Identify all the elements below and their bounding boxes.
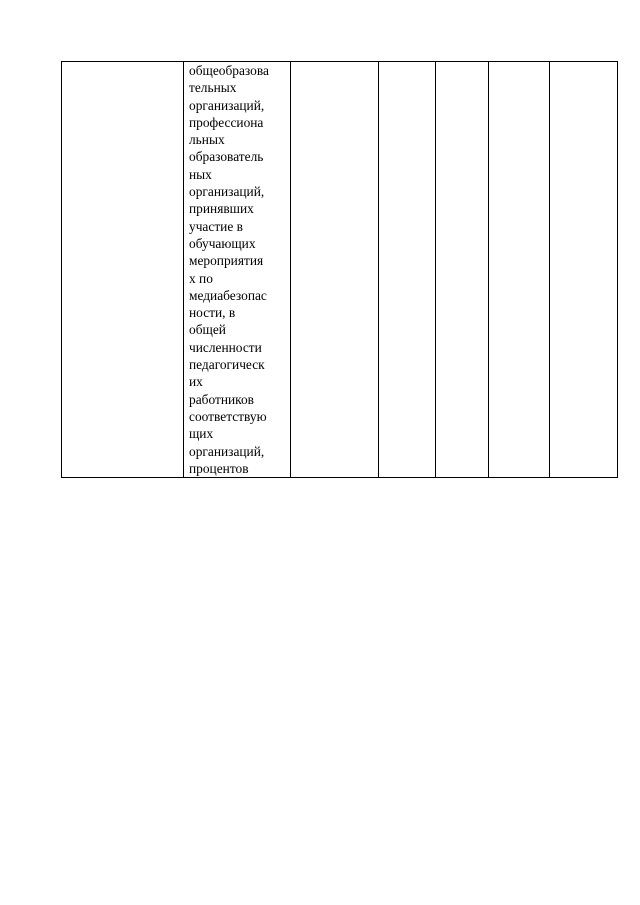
table-cell-5 (436, 62, 489, 478)
table-cell-6 (489, 62, 550, 478)
table-cell-1 (62, 62, 184, 478)
table-body (62, 62, 618, 478)
table-cell-4 (379, 62, 436, 478)
table-row (62, 62, 618, 478)
table-cell-7 (550, 62, 618, 478)
table-cell-indicator-name (184, 62, 291, 478)
indicator-name-text: общеобразова тельных организаций, профессиона льных образователь ных организаций, принявших участие в обучающих мероприятия х по медиабезопас ности, в общей численности педагогическ их работников соответствую щих организаций, процентов (189, 63, 269, 476)
indicator-table (61, 61, 618, 478)
table-cell-3 (291, 62, 379, 478)
